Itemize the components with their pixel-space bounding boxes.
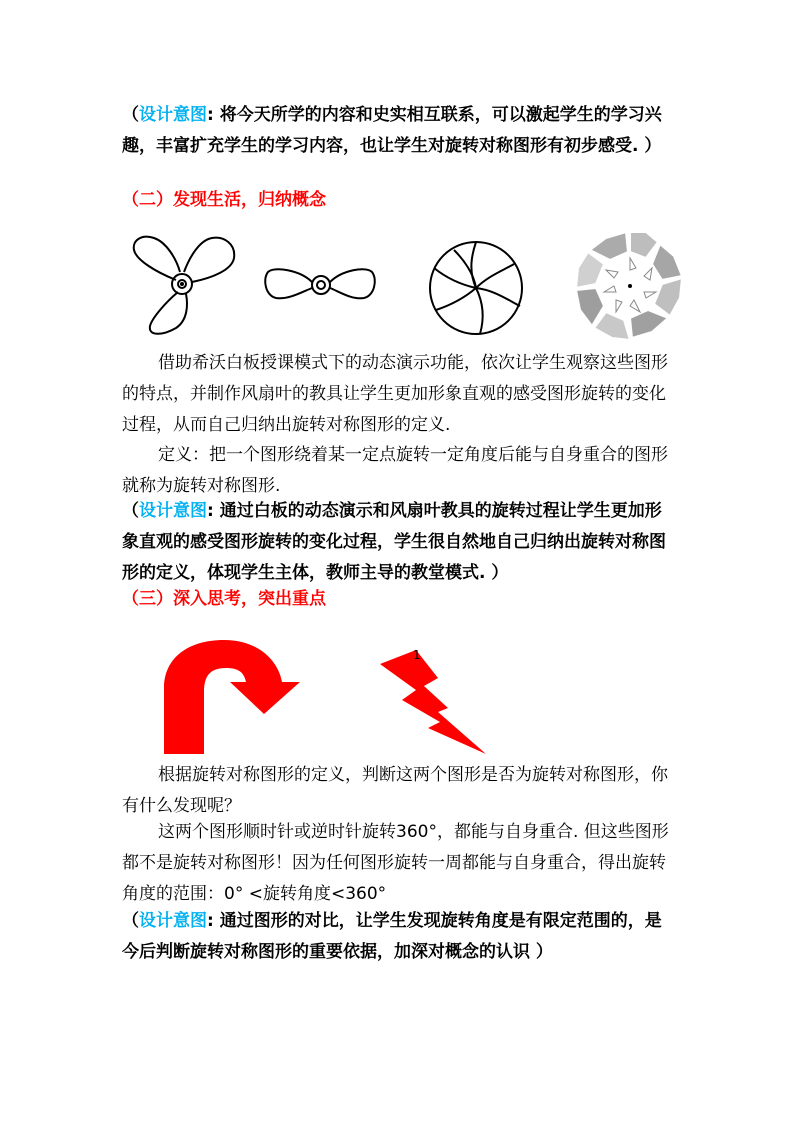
paragraph-demo: 借助希沃白板授课模式下的动态演示功能，依次让学生观察这些图形的特点，并制作风扇叶的教具让学生更加形象直观的感受图形旋转的变化过程，从而自己归纳出旋转对称图形的定义. <box>122 353 668 435</box>
arrow-ring-icon <box>572 228 688 344</box>
section-heading-3: （三）深入思考，突出重点 <box>122 589 326 609</box>
design-intent-tag: 设计意图 <box>139 105 207 125</box>
note-text: : 将今天所学的内容和史实相互联系，可以激起学生的学习兴趣，丰富扩充学生的学习内容，也让学生对旋转对称图形有初步感受. ） <box>122 105 662 156</box>
note-open-paren: （ <box>122 911 139 931</box>
design-intent-note-3 <box>122 906 670 968</box>
paragraph-question: 根据旋转对称图形的定义，判断这两个图形是否为旋转对称图形，你有什么发现呢？ <box>122 765 668 816</box>
two-blade-fan-icon <box>262 262 380 308</box>
note-open-paren: （ <box>122 105 139 125</box>
u-turn-arrow-icon <box>160 636 302 756</box>
figure-label: 1 <box>413 648 421 662</box>
note-open-paren: （ <box>122 501 139 521</box>
note-text: : 通过白板的动态演示和风扇叶教具的旋转过程让学生更加形象直观的感受图形旋转的变化过程，学生很自然地自己归纳出旋转对称图形的定义，体现学生主体，教师主导的教堂模式. ） <box>122 501 666 583</box>
paragraph-definition: 定义：把一个图形绕着某一定点旋转一定角度后能与自身重合的图形就称为旋转对称图形. <box>122 445 668 496</box>
design-intent-note-2 <box>122 496 670 589</box>
swirl-circle-icon <box>428 240 524 336</box>
lightning-bolt-icon <box>378 648 490 756</box>
three-blade-fan-icon <box>126 232 242 336</box>
design-intent-note-1 <box>122 100 670 162</box>
section-heading-2: （二）发现生活，归纳概念 <box>122 190 326 210</box>
paragraph-answer: 这两个图形顺时针或逆时针旋转360°，都能与自身重合. 但这些图形都不是旋转对称图形！因为任何图形旋转一周都能与自身重合，得出旋转角度的范围：0° <旋转角度<360° <box>122 822 669 904</box>
design-intent-tag: 设计意图 <box>139 501 207 521</box>
note-text: : 通过图形的对比，让学生发现旋转角度是有限定范围的，是今后判断旋转对称图形的重要依据，加深对概念的认识 ） <box>122 911 662 962</box>
design-intent-tag: 设计意图 <box>139 911 207 931</box>
